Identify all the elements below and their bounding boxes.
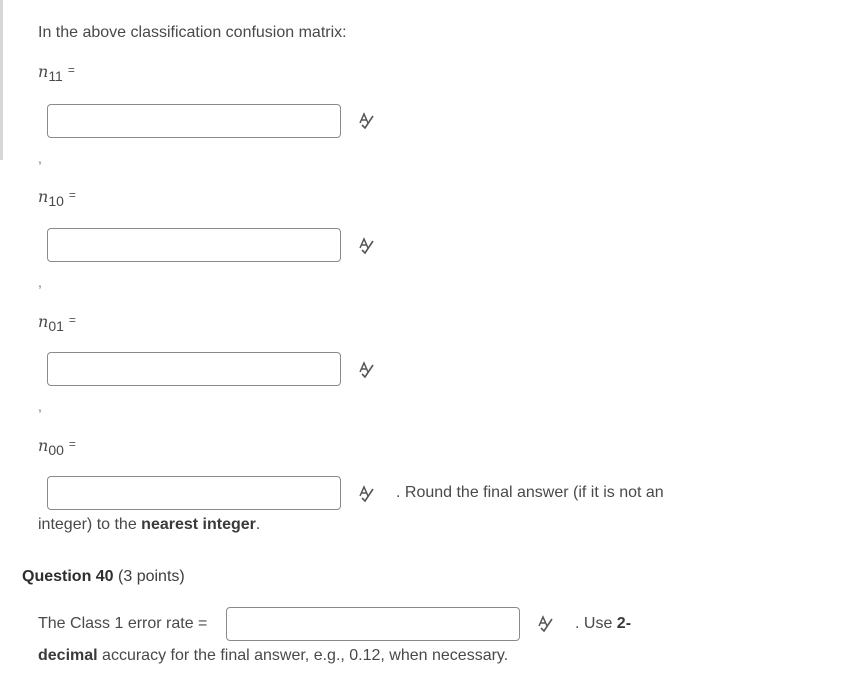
question-number: Question 40: [22, 568, 114, 585]
var-symbol: n: [38, 312, 49, 331]
question-title: [22, 568, 185, 586]
equals-sign: =: [68, 437, 76, 451]
round-note-part2: [38, 516, 260, 534]
equals-sign: =: [67, 63, 75, 77]
spellcheck-icon[interactable]: [536, 615, 554, 633]
var-symbol: n: [38, 436, 49, 455]
answer-input-n00[interactable]: [47, 476, 341, 510]
var-subscript: 01: [48, 318, 64, 335]
answer-input-n10[interactable]: [47, 228, 341, 262]
class1-bold-decimal: decimal: [38, 647, 98, 664]
round-note-part1: . Round the final answer (if it is not an: [396, 484, 664, 501]
var-subscript: 10: [48, 193, 64, 210]
round-note-bold: nearest integer: [141, 516, 256, 533]
answer-input-n01[interactable]: [47, 352, 341, 386]
var-symbol: n: [38, 62, 49, 81]
equals-sign: =: [68, 188, 76, 202]
class1-rest-text: accuracy for the final answer, e.g., 0.12, when necessary.: [97, 647, 509, 664]
spellcheck-icon[interactable]: [357, 485, 375, 503]
separator: ,: [38, 398, 42, 414]
var-subscript: 00: [48, 442, 64, 459]
separator: ,: [38, 150, 42, 166]
label-n01: [38, 312, 76, 334]
var-subscript: 11: [48, 68, 63, 85]
question-points: (3 points): [118, 568, 185, 585]
separator: ,: [38, 274, 42, 290]
spellcheck-icon[interactable]: [357, 361, 375, 379]
class1-label: The Class 1 error rate =: [38, 615, 208, 632]
intro-text: In the above classification confusion matrix:: [38, 24, 347, 41]
class1-use-text: . Use: [575, 615, 617, 632]
left-border: [0, 0, 3, 160]
var-symbol: n: [38, 187, 49, 206]
round-note-end: .: [255, 516, 261, 533]
label-n00: [38, 436, 76, 458]
label-n10: [38, 187, 76, 209]
answer-input-class1-error-rate[interactable]: [226, 607, 520, 641]
class1-after: [575, 615, 631, 633]
round-note-text: integer) to the: [38, 516, 142, 533]
class1-accuracy-note: [38, 647, 508, 665]
answer-input-n11[interactable]: [47, 104, 341, 138]
spellcheck-icon[interactable]: [357, 237, 375, 255]
label-n11: [38, 62, 75, 84]
equals-sign: =: [68, 313, 76, 327]
class1-bold-2: 2-: [616, 615, 632, 632]
spellcheck-icon[interactable]: [357, 112, 375, 130]
